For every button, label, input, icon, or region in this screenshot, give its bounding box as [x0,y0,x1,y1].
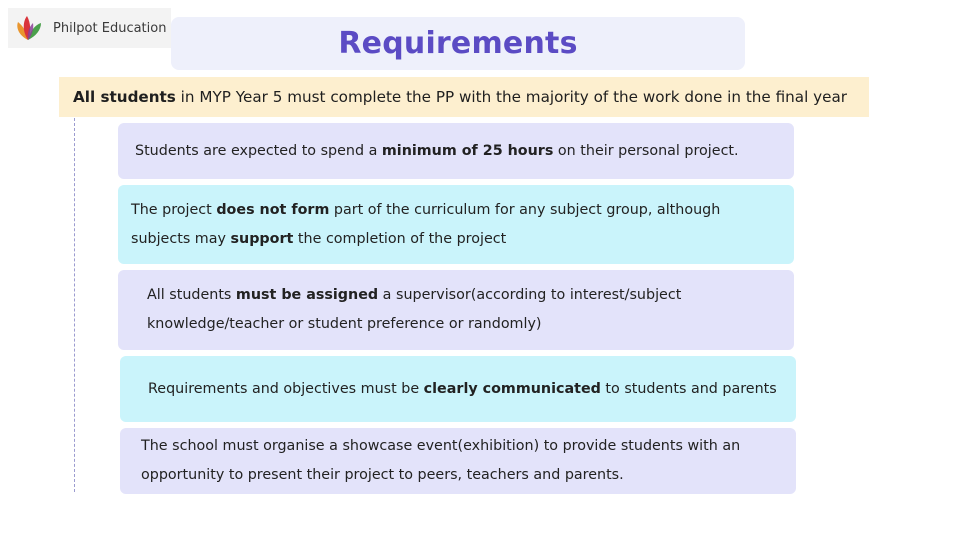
card-text-bold: clearly communicated [423,380,601,397]
banner-text [73,88,847,106]
card-text [141,432,756,490]
card-text [135,137,739,166]
card-text-pre: Students are expected to spend a [135,142,382,159]
logo [8,8,171,48]
card-text-mid: to students and parents [600,380,777,397]
card-text-pre: The project [131,201,217,218]
card-text-mid: part of the curriculum for any subject group, although subjects may [131,201,721,247]
card-text-bold: must be assigned [235,287,379,303]
banner-bold: All students [73,88,176,106]
card-text-mid: on their personal project. [553,142,739,159]
timeline-divider [74,118,75,492]
card-text-pre: All students [147,287,236,303]
card-text-post: the completion of the project [293,230,507,247]
banner [59,77,869,117]
card-text-mid: a supervisor(according to interest/subject knowledge/teacher or student preference or randomly) [147,287,682,332]
card-text-bold: does not form [216,201,330,218]
card-text-bold: minimum of 25 hours [381,142,554,159]
card-text-pre: Requirements and objectives must be [148,380,424,397]
card-text [131,196,784,254]
title-box [171,17,745,70]
requirement-card-communication [120,356,796,422]
requirement-card-supervisor [118,270,794,350]
banner-rest: in MYP Year 5 must complete the PP with the majority of the work done in the final year [175,88,848,106]
page-title: Requirements [338,26,578,61]
requirement-card-hours [118,123,794,179]
logo-text: Philpot Education [53,20,167,36]
leaf-fan-logo-icon [14,13,44,43]
requirement-card-showcase [120,428,796,494]
card-text-pre: The school must organise a showcase event(exhibition) to provide students with an opportunity to present their project to peers, teachers and parents. [141,438,741,483]
card-text-bold-2: support [230,230,294,247]
card-text [148,375,777,404]
card-text [147,281,754,339]
requirement-card-curriculum [118,185,794,264]
